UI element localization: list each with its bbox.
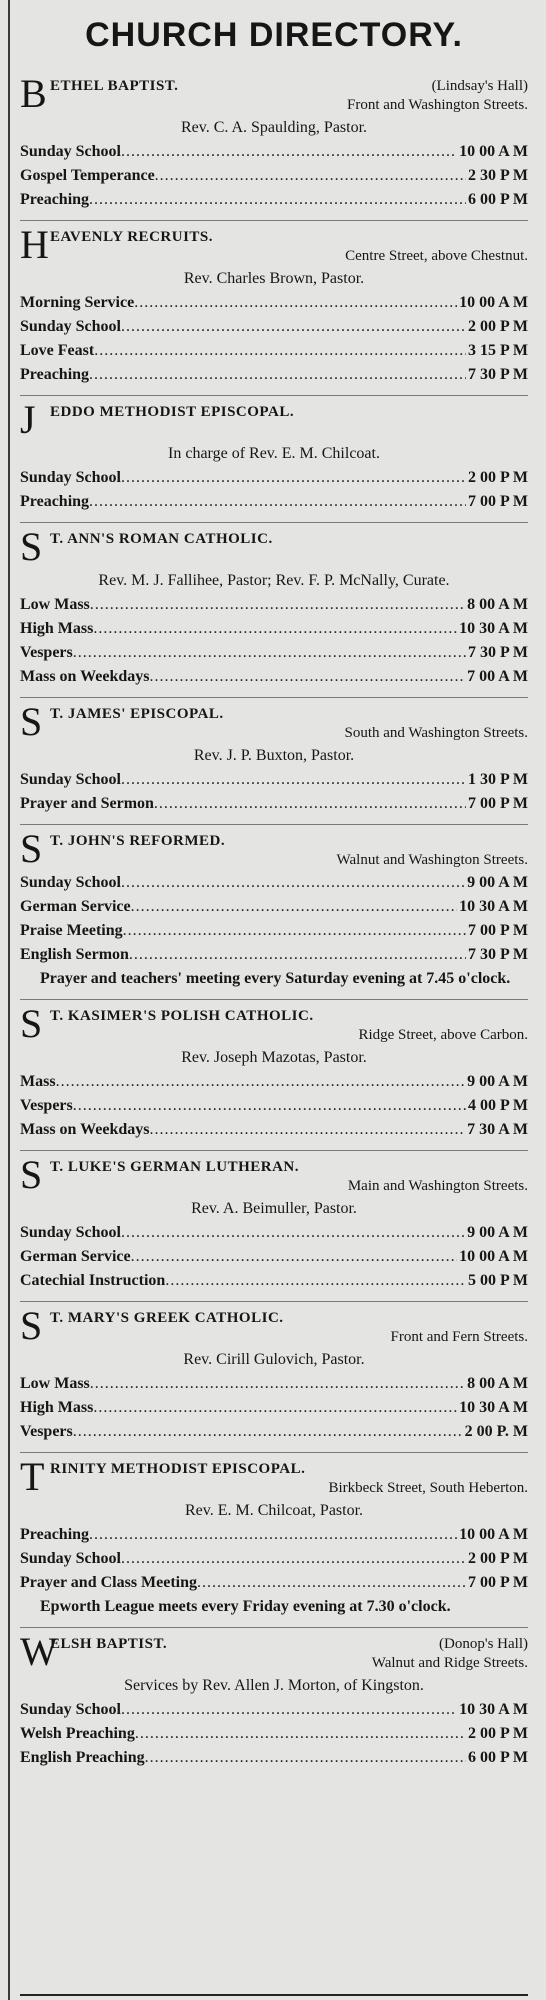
- dot-leader: [131, 1245, 457, 1269]
- pastor-line: Rev. E. M. Chilcoat, Pastor.: [184, 1502, 364, 1519]
- service-time: 1 30 P M: [468, 771, 528, 788]
- service-row: [20, 291, 528, 315]
- service-row: [20, 339, 528, 363]
- drop-initial: J: [20, 397, 36, 442]
- service-row: [20, 919, 528, 943]
- pastor-line: Rev. Cirill Gulovich, Pastor.: [183, 1351, 365, 1368]
- service-time: 8 00 A M: [467, 596, 528, 613]
- dot-leader: [89, 363, 466, 387]
- dot-leader: [135, 1722, 466, 1746]
- service-time: 9 00 A M: [467, 1224, 528, 1241]
- church-name: ETHEL BAPTIST.: [50, 78, 179, 94]
- church-heading: [20, 1629, 528, 1674]
- service-name: English Sermon: [20, 946, 129, 963]
- church-entry: [20, 1301, 528, 1452]
- pastor-line: Rev. Charles Brown, Pastor.: [183, 270, 365, 287]
- church-entry: [20, 1627, 528, 1778]
- service-row: [20, 1372, 528, 1396]
- dot-leader: [121, 466, 466, 490]
- drop-initial: S: [20, 1001, 43, 1046]
- service-row: [20, 1698, 528, 1722]
- church-name: T. KASIMER'S POLISH CATHOLIC.: [50, 1008, 314, 1024]
- drop-initial: S: [20, 1303, 43, 1348]
- service-time: 10 30 A M: [459, 1399, 528, 1416]
- column-rule: [8, 0, 10, 2000]
- service-time: 8 00 A M: [467, 1375, 528, 1392]
- church-heading: [20, 524, 528, 569]
- service-row: [20, 1070, 528, 1094]
- dot-leader: [150, 665, 466, 689]
- service-name: Mass on Weekdays: [20, 668, 150, 685]
- service-row: [20, 140, 528, 164]
- church-location: Front and Fern Streets.: [390, 1329, 528, 1345]
- church-note: Epworth League meets every Friday evening at 7.30 o'clock.: [40, 1598, 451, 1615]
- service-row: [20, 768, 528, 792]
- church-entry: [20, 70, 528, 220]
- church-entry: [20, 220, 528, 395]
- service-name: Mass on Weekdays: [20, 1121, 150, 1138]
- service-row: [20, 1221, 528, 1245]
- service-time: 6 00 P M: [468, 1749, 528, 1766]
- service-name: High Mass: [20, 1399, 94, 1416]
- dot-leader: [90, 1372, 465, 1396]
- church-heading: [20, 1001, 528, 1046]
- service-time: 10 00 A M: [459, 1248, 528, 1265]
- service-row: [20, 1245, 528, 1269]
- service-name: Sunday School: [20, 1550, 121, 1567]
- church-location: South and Washington Streets.: [344, 725, 528, 741]
- service-name: Sunday School: [20, 469, 121, 486]
- service-row: [20, 1094, 528, 1118]
- church-heading: [20, 222, 528, 267]
- church-entry: [20, 522, 528, 697]
- church-location: Ridge Street, above Carbon.: [358, 1027, 528, 1043]
- drop-initial: B: [20, 71, 47, 116]
- service-row: [20, 1746, 528, 1770]
- drop-initial: H: [20, 222, 49, 267]
- dot-leader: [145, 1746, 466, 1770]
- church-entry: [20, 824, 528, 999]
- service-time: 6 00 P M: [468, 191, 528, 208]
- service-row: [20, 1118, 528, 1142]
- church-heading: [20, 1303, 528, 1348]
- service-time: 10 00 A M: [459, 294, 528, 311]
- service-time: 10 30 A M: [459, 898, 528, 915]
- church-location: Main and Washington Streets.: [347, 1178, 528, 1194]
- service-row: [20, 871, 528, 895]
- service-time: 10 30 A M: [459, 1701, 528, 1718]
- church-heading: [20, 1152, 528, 1197]
- service-row: [20, 593, 528, 617]
- church-heading: [20, 1454, 528, 1499]
- service-time: 4 00 P M: [468, 1097, 528, 1114]
- service-name: Morning Service: [20, 294, 135, 311]
- service-name: Vespers: [20, 1097, 73, 1114]
- service-time: 7 00 A M: [467, 668, 528, 685]
- church-name: EAVENLY RECRUITS.: [50, 229, 213, 245]
- meeting-hall: (Donop's Hall): [439, 1636, 528, 1652]
- service-name: Preaching: [20, 366, 90, 383]
- church-heading: [20, 397, 528, 442]
- service-time: 7 00 P M: [468, 795, 528, 812]
- service-name: Preaching: [20, 191, 90, 208]
- dot-leader: [129, 943, 466, 967]
- service-time: 2 30 P M: [468, 167, 528, 184]
- service-row: [20, 164, 528, 188]
- meeting-hall: (Lindsay's Hall): [431, 78, 528, 94]
- bottom-rule: [20, 1994, 528, 1996]
- church-entry: [20, 999, 528, 1150]
- service-row: [20, 315, 528, 339]
- service-name: Mass: [20, 1073, 56, 1090]
- church-entry: [20, 1452, 528, 1627]
- church-location: Walnut and Ridge Streets.: [371, 1655, 528, 1671]
- dot-leader: [197, 1571, 466, 1595]
- drop-initial: S: [20, 826, 43, 871]
- service-name: Vespers: [20, 1423, 73, 1440]
- service-name: German Service: [20, 898, 131, 915]
- dot-leader: [154, 792, 466, 816]
- service-row: [20, 490, 528, 514]
- church-heading: [20, 699, 528, 744]
- service-time: 9 00 A M: [467, 1073, 528, 1090]
- church-name: T. MARY'S GREEK CATHOLIC.: [50, 1310, 284, 1326]
- dot-leader: [93, 1396, 457, 1420]
- dot-leader: [89, 1523, 457, 1547]
- church-heading: [20, 71, 528, 116]
- service-row: [20, 895, 528, 919]
- dot-leader: [134, 291, 457, 315]
- pastor-line: Rev. A. Beimuller, Pastor.: [191, 1200, 357, 1217]
- service-row: [20, 1269, 528, 1293]
- church-name: EDDO METHODIST EPISCOPAL.: [50, 404, 295, 420]
- dot-leader: [73, 1420, 463, 1444]
- drop-initial: T: [20, 1454, 45, 1499]
- church-directory-column: [20, 0, 528, 1778]
- service-name: Catechial Instruction: [20, 1272, 166, 1289]
- church-entry: [20, 697, 528, 824]
- service-time: 10 00 A M: [459, 143, 528, 160]
- service-name: Prayer and Class Meeting: [20, 1574, 198, 1591]
- service-time: 7 30 P M: [468, 644, 528, 661]
- service-row: [20, 1523, 528, 1547]
- dot-leader: [121, 1547, 466, 1571]
- drop-initial: S: [20, 524, 43, 569]
- service-name: Sunday School: [20, 1224, 121, 1241]
- service-time: 2 00 P M: [468, 1725, 528, 1742]
- church-location: Front and Washington Streets.: [346, 97, 528, 113]
- service-name: Sunday School: [20, 771, 121, 788]
- church-entry: [20, 395, 528, 522]
- service-name: Sunday School: [20, 1701, 121, 1718]
- service-name: Love Feast: [20, 342, 95, 359]
- dot-leader: [131, 895, 457, 919]
- service-time: 7 30 P M: [468, 946, 528, 963]
- church-location: Centre Street, above Chestnut.: [345, 248, 528, 264]
- service-row: [20, 1722, 528, 1746]
- service-name: Sunday School: [20, 143, 121, 160]
- service-time: 2 00 P M: [468, 318, 528, 335]
- service-row: [20, 1547, 528, 1571]
- service-time: 3 15 P M: [468, 342, 528, 359]
- dot-leader: [155, 164, 466, 188]
- service-time: 2 00 P M: [468, 469, 528, 486]
- dot-leader: [121, 871, 465, 895]
- dot-leader: [121, 1221, 465, 1245]
- service-name: Gospel Temperance: [20, 167, 155, 184]
- service-row: [20, 188, 528, 212]
- service-name: High Mass: [20, 620, 94, 637]
- church-name: T. LUKE'S GERMAN LUTHERAN.: [50, 1159, 300, 1175]
- dot-leader: [93, 617, 457, 641]
- church-entry: [20, 1150, 528, 1301]
- service-name: Praise Meeting: [20, 922, 123, 939]
- church-name: T. ANN'S ROMAN CATHOLIC.: [50, 531, 273, 547]
- church-name: T. JAMES' EPISCOPAL.: [50, 706, 224, 722]
- dot-leader: [73, 641, 466, 665]
- dot-leader: [123, 919, 466, 943]
- church-location: Birkbeck Street, South Heberton.: [328, 1480, 528, 1496]
- service-time: 2 00 P M: [468, 1550, 528, 1567]
- church-name: T. JOHN'S REFORMED.: [50, 833, 226, 849]
- service-time: 7 30 A M: [467, 1121, 528, 1138]
- service-time: 10 30 A M: [459, 620, 528, 637]
- dot-leader: [90, 593, 465, 617]
- service-name: Welsh Preaching: [20, 1725, 135, 1742]
- dot-leader: [121, 315, 466, 339]
- dot-leader: [56, 1070, 466, 1094]
- service-row: [20, 943, 528, 967]
- service-row: [20, 1396, 528, 1420]
- drop-initial: S: [20, 699, 43, 744]
- church-name: ELSH BAPTIST.: [50, 1636, 168, 1652]
- dot-leader: [121, 140, 457, 164]
- church-note: Prayer and teachers' meeting every Saturday evening at 7.45 o'clock.: [40, 970, 511, 987]
- pastor-line: Services by Rev. Allen J. Morton, of Kingston.: [124, 1677, 424, 1694]
- service-name: German Service: [20, 1248, 131, 1265]
- service-name: Low Mass: [20, 1375, 90, 1392]
- service-time: 2 00 P. M: [464, 1423, 528, 1440]
- pastor-line: Rev. C. A. Spaulding, Pastor.: [180, 119, 368, 136]
- service-name: English Preaching: [20, 1749, 145, 1766]
- service-row: [20, 617, 528, 641]
- service-row: [20, 466, 528, 490]
- service-time: 7 00 P M: [468, 922, 528, 939]
- dot-leader: [121, 1698, 457, 1722]
- church-location: Walnut and Washington Streets.: [336, 852, 528, 868]
- dot-leader: [73, 1094, 466, 1118]
- service-name: Sunday School: [20, 318, 121, 335]
- service-row: [20, 641, 528, 665]
- dot-leader: [89, 490, 466, 514]
- service-row: [20, 1420, 528, 1444]
- service-time: 10 00 A M: [459, 1526, 528, 1543]
- service-name: Preaching: [20, 1526, 90, 1543]
- pastor-line: Rev. Joseph Mazotas, Pastor.: [181, 1049, 367, 1066]
- church-name: RINITY METHODIST EPISCOPAL.: [50, 1461, 306, 1477]
- service-time: 5 00 P M: [468, 1272, 528, 1289]
- service-time: 7 30 P M: [468, 366, 528, 383]
- church-heading: [20, 826, 528, 871]
- service-name: Prayer and Sermon: [20, 795, 154, 812]
- dot-leader: [165, 1269, 466, 1293]
- dot-leader: [94, 339, 466, 363]
- drop-initial: W: [20, 1629, 58, 1674]
- dot-leader: [121, 768, 466, 792]
- pastor-line: Rev. J. P. Buxton, Pastor.: [193, 747, 355, 764]
- dot-leader: [150, 1118, 466, 1142]
- service-time: 7 00 P M: [468, 493, 528, 510]
- service-row: [20, 792, 528, 816]
- service-name: Preaching: [20, 493, 90, 510]
- service-row: [20, 363, 528, 387]
- pastor-line: Rev. M. J. Fallihee, Pastor; Rev. F. P. McNally, Curate.: [98, 572, 450, 589]
- service-name: Low Mass: [20, 596, 90, 613]
- drop-initial: S: [20, 1152, 43, 1197]
- dot-leader: [89, 188, 466, 212]
- service-time: 9 00 A M: [467, 874, 528, 891]
- service-name: Vespers: [20, 644, 73, 661]
- service-row: [20, 1571, 528, 1595]
- service-time: 7 00 P M: [468, 1574, 528, 1591]
- pastor-line: In charge of Rev. E. M. Chilcoat.: [168, 445, 380, 462]
- directory-title: CHURCH DIRECTORY.: [85, 16, 463, 54]
- service-name: Sunday School: [20, 874, 121, 891]
- church-list: [20, 70, 528, 1778]
- service-row: [20, 665, 528, 689]
